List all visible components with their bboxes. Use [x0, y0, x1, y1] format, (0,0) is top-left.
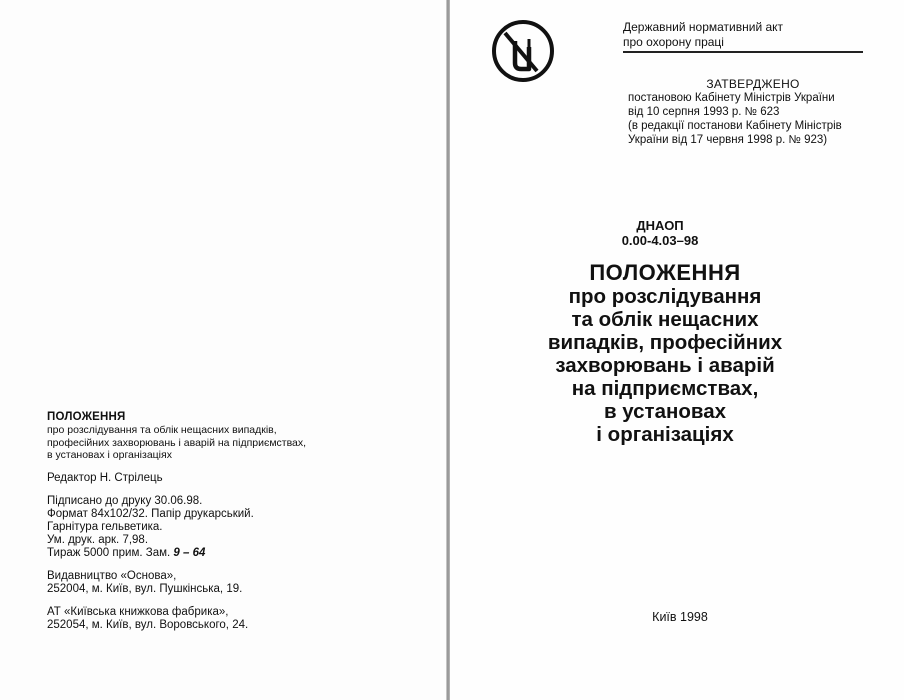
printer-line: 252054, м. Київ, вул. Воровського, 24. [47, 618, 249, 631]
title-line: про розслідування [568, 285, 762, 308]
imprint-subtitle [47, 424, 407, 462]
header-line: про охорону праці [623, 35, 724, 49]
imprint-block [47, 411, 407, 632]
left-page [0, 0, 446, 700]
header-line: Державний нормативний акт [623, 20, 784, 34]
code-line: 0.00-4.03–98 [621, 233, 699, 248]
print-run-label: Тираж 5000 прим. Зам. [47, 546, 171, 559]
print-detail-line: Гарнітура гельветика. [47, 520, 163, 533]
document-code [560, 218, 760, 248]
approval-line: (в редакції постанови Кабінету Міністрів [628, 120, 842, 132]
title-line: в установах [603, 400, 727, 423]
publisher-line: Видавництво «Основа», [47, 569, 177, 582]
imprint-subtitle-line: в установах і організаціях [47, 449, 172, 461]
city-year: Київ 1998 [652, 610, 708, 624]
approval-heading: ЗАТВЕРДЖЕНО [706, 77, 800, 91]
publisher-info [47, 570, 407, 596]
approval-line: від 10 серпня 1993 р. № 623 [628, 106, 780, 118]
main-title [500, 260, 830, 446]
header-block [623, 20, 863, 50]
title-line: та облік нещасних [571, 308, 759, 331]
title-line: випадків, професійних [547, 331, 783, 354]
approval-line: України від 17 червня 1998 р. № 923) [628, 134, 828, 146]
approval-block [628, 77, 878, 147]
approval-line: постановою Кабінету Міністрів України [628, 92, 835, 104]
editor-line: Редактор Н. Стрілець [47, 471, 163, 484]
printer-line: АТ «Київська книжкова фабрика», [47, 605, 229, 618]
title-line: захворювань і аварій [555, 354, 775, 377]
imprint-subtitle-line: професійних захворювань і аварій на підприємствах, [47, 436, 307, 449]
printer-info [47, 606, 407, 632]
publisher-line: 252004, м. Київ, вул. Пушкінська, 19. [47, 582, 243, 595]
print-detail-line: Формат 84x102/32. Папір друкарський. [47, 507, 254, 520]
title-heading: ПОЛОЖЕННЯ [589, 260, 741, 285]
state-standard-emblem-icon [491, 19, 555, 83]
title-line: на підприємствах, [571, 377, 759, 400]
print-detail-line: Підписано до друку 30.06.98. [47, 494, 203, 507]
order-number: 9 – 64 [173, 546, 206, 559]
print-detail-line: Ум. друк. арк. 7,98. [47, 533, 149, 546]
print-details [47, 495, 407, 560]
print-run-line [47, 547, 407, 560]
code-line: ДНАОП [636, 218, 684, 233]
title-line: і організаціях [596, 423, 734, 446]
imprint-title: ПОЛОЖЕННЯ [47, 411, 126, 423]
header-divider [623, 51, 863, 53]
imprint-subtitle-line: про розслідування та облік нещасних випадків, [47, 424, 277, 436]
